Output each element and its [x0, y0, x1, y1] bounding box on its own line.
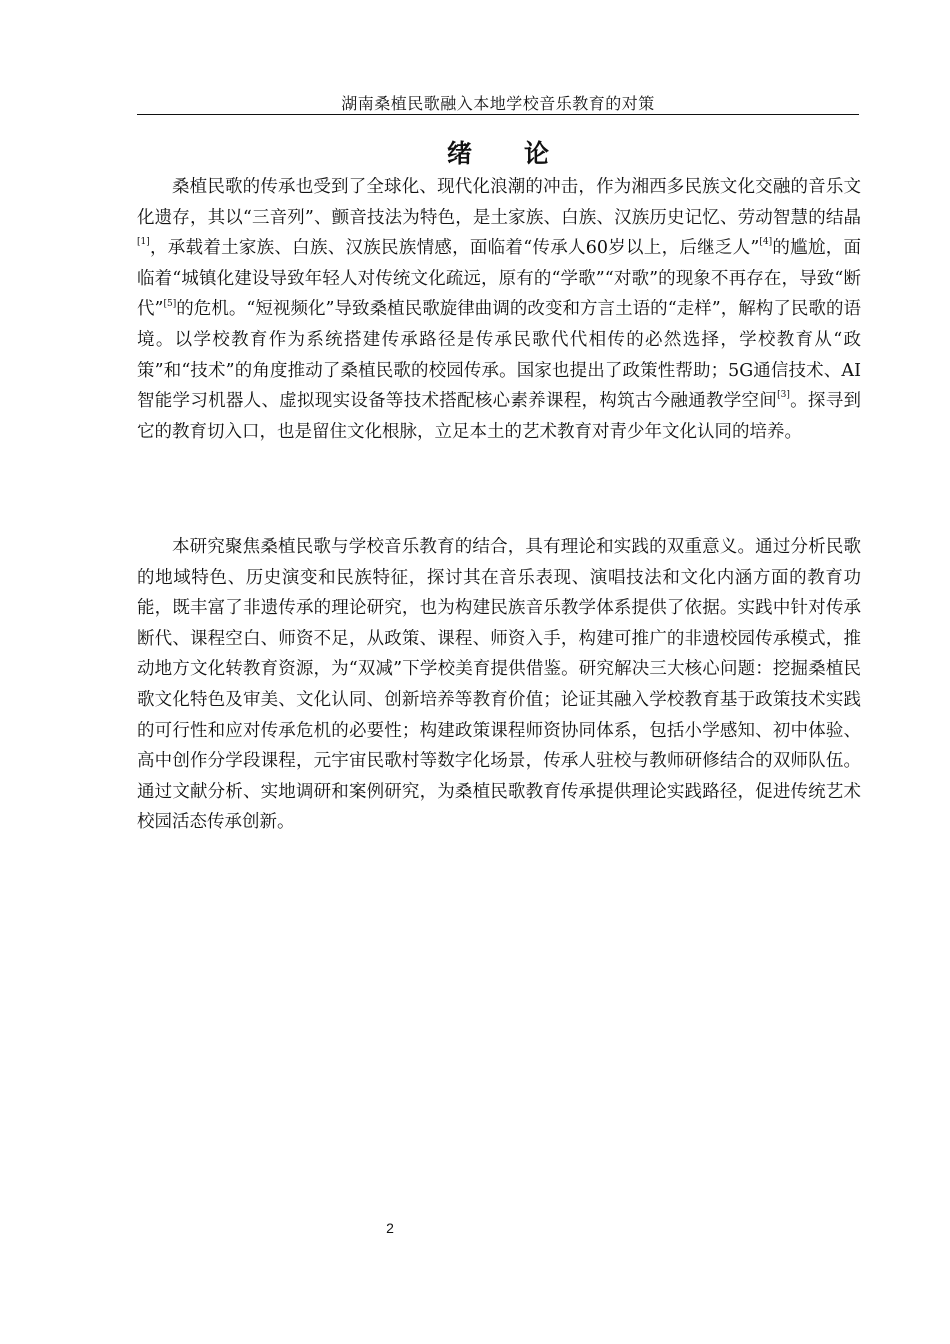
- citation-ref: [5]: [163, 298, 177, 309]
- citation-ref: [3]: [777, 390, 790, 401]
- paragraph-text: ，承载着土家族、白族、汉族民族情感，面临着“传承人60岁以上，后继乏人”: [149, 238, 760, 259]
- section-title: [137, 136, 859, 172]
- body-paragraph-1: [137, 172, 861, 447]
- section-title-char-1: 绪: [446, 139, 472, 168]
- header-divider: [137, 114, 859, 115]
- paragraph-text: 桑植民歌的传承也受到了全球化、现代化浪潮的冲击，作为湘西多民族文化交融的音乐文化遗存，其以“三音列”、颤音技法为特色，是土家族、白族、汉族历史记忆、劳动智慧的结晶: [137, 177, 861, 228]
- citation-ref: [4]: [759, 237, 773, 248]
- running-header: 湖南桑植民歌融入本地学校音乐教育的对策: [341, 94, 655, 113]
- paragraph-text: 的尴尬，面临着“城镇化建设导致年轻人对传统文化疏远，原有的“学歌”“对歌”的现象不再存在，导致“断代”: [137, 238, 861, 320]
- section-title-char-2: 论: [524, 139, 550, 168]
- body-paragraph-2: 本研究聚焦桑植民歌与学校音乐教育的结合，具有理论和实践的双重意义。通过分析民歌的地域特色、历史演变和民族特征，探讨其在音乐表现、演唱技法和文化内涵方面的教育功能，既丰富了非遗传承的理论研究，也为构建民族音乐教学体系提供了依据。实践中针对传承断代、课程空白、师资不足，从政策、课程、师资入手，构建可推广的非遗校园传承模式，推动地方文化转教育资源，为“双减”下学校美育提供借鉴。研究解决三大核心问题：挖掘桑植民歌文化特色及审美、文化认同、创新培养等教育价值；论证其融入学校教育基于政策技术实践的可行性和应对传承危机的必要性；构建政策课程师资协同体系，包括小学感知、初中体验、高中创作分学段课程，元宇宙民歌村等数字化场景，传承人驻校与教师研修结合的双师队伍。通过文献分析、实地调研和案例研究，为桑植民歌教育传承提供理论实践路径，促进传统艺术校园活态传承创新。: [137, 537, 861, 833]
- paragraph-text: 的危机。“短视频化”导致桑植民歌旋律曲调的改变和方言土语的“走样”，解构了民歌的语境。以学校教育作为系统搭建传承路径是传承民歌代代相传的必然选择，学校教育从“政策”和“技术”的角度推动了桑植民歌的校园传承。国家也提出了政策性帮助；5G通信技术、AI智能学习机器人、虚拟现实设备等技术搭配核心素养课程，构筑古今融通教学空间: [137, 299, 861, 412]
- citation-ref: [1]: [137, 237, 150, 248]
- paragraph-text: 。探寻到它的教育切入口，也是留住文化根脉，立足本土的艺术教育对青少年文化认同的培养。: [137, 391, 861, 442]
- page-number: 2: [386, 1220, 394, 1236]
